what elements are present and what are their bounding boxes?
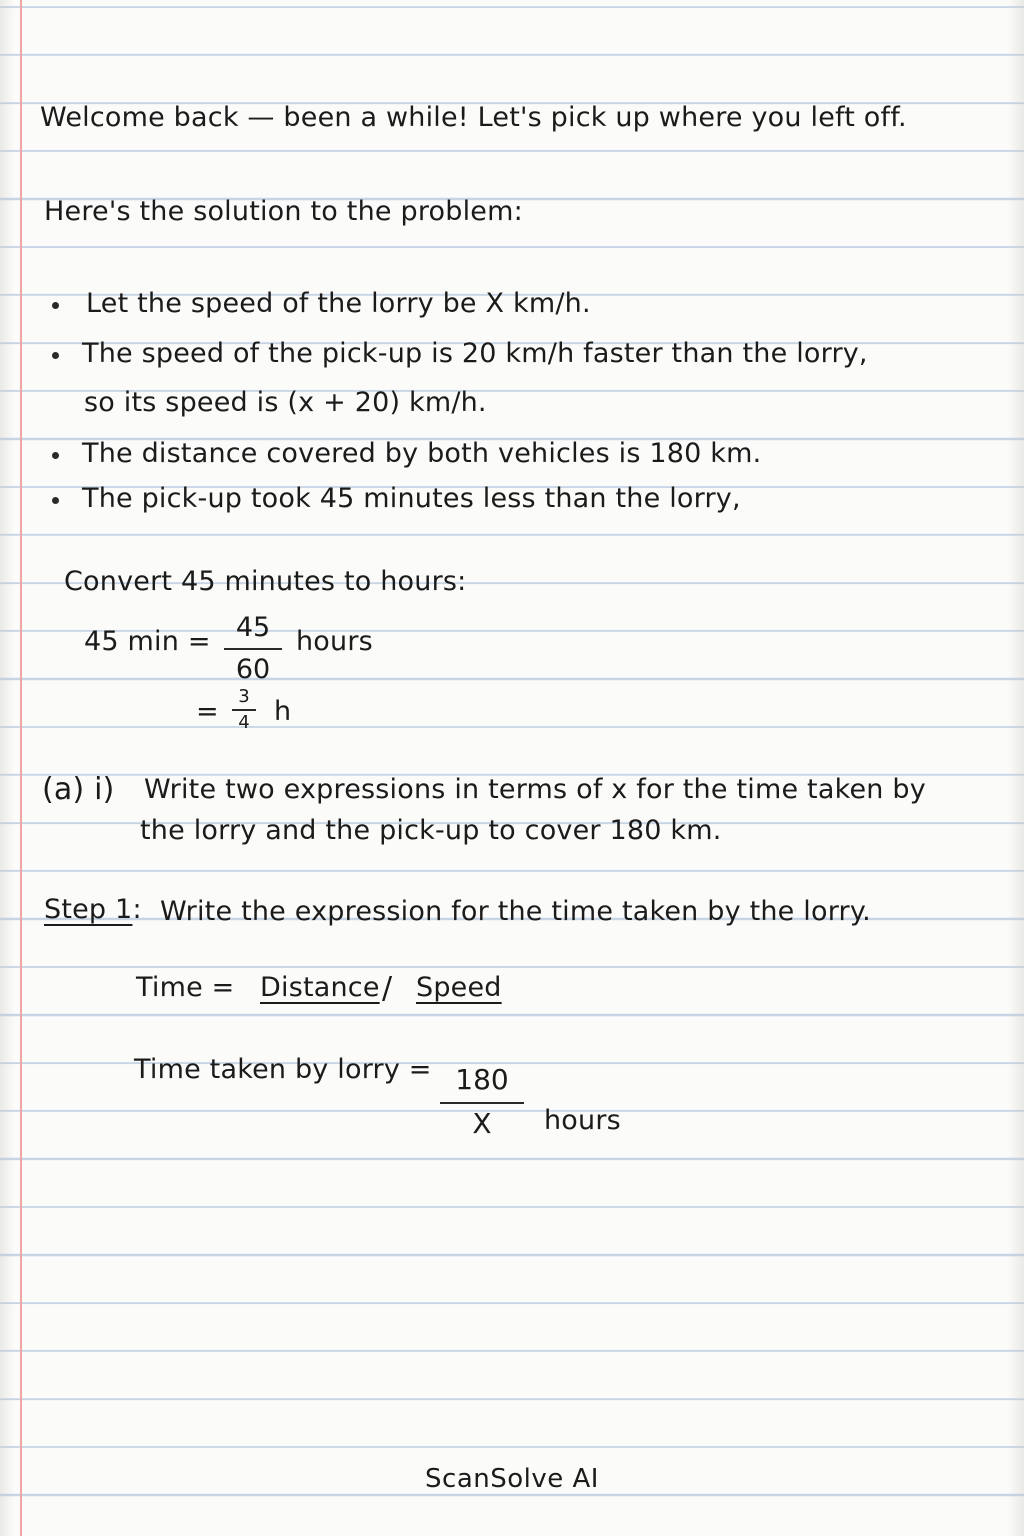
bullet-item: The pick-up took 45 minutes less than the lorry, (82, 483, 741, 514)
fraction-180-x (440, 1062, 524, 1142)
step-label: Step 1 (44, 894, 133, 925)
fraction-numerator: 3 (238, 686, 250, 707)
fraction-45-60 (224, 612, 282, 684)
fraction-denominator: X (472, 1107, 492, 1140)
formula-distance: Distance (260, 972, 380, 1003)
bullet-item-continuation: so its speed is (x + 20) km/h. (84, 387, 487, 418)
fraction-denominator: 60 (235, 654, 271, 685)
question-label: (a) i) (42, 772, 115, 807)
fraction-3-4 (232, 688, 256, 736)
bullet-item: The speed of the pick-up is 20 km/h faster than the lorry, (82, 338, 868, 369)
bullet-dot (52, 497, 59, 504)
formula-speed: Speed (416, 972, 502, 1003)
fraction-denominator: 4 (238, 712, 250, 733)
margin-line (20, 0, 22, 1536)
fraction-numerator: 45 (235, 612, 271, 643)
welcome-line: Welcome back — been a while! Let's pick up where you left off. (40, 102, 907, 133)
bullet-dot (52, 352, 59, 359)
lorry-time-unit: hours (544, 1105, 621, 1136)
convert-heading: Convert 45 minutes to hours: (64, 566, 467, 597)
fraction-bar (224, 648, 282, 650)
step-colon: : (132, 894, 142, 925)
step1-heading (44, 896, 142, 923)
lead-line: Here's the solution to the problem: (44, 196, 523, 227)
convert-unit2: h (274, 696, 292, 727)
fraction-numerator: 180 (455, 1063, 509, 1096)
lorry-time-lhs: Time taken by lorry = (134, 1054, 432, 1085)
bullet-item: The distance covered by both vehicles is 180 km. (82, 438, 762, 469)
convert-unit: hours (296, 626, 373, 657)
formula-lhs: Time = (136, 972, 235, 1003)
fraction-bar (440, 1102, 524, 1104)
footer-brand: ScanSolve AI (425, 1464, 599, 1494)
convert-eq2: = (196, 696, 219, 727)
bullet-dot (52, 302, 59, 309)
question-line: Write two expressions in terms of x for the time taken by (144, 774, 926, 805)
step1-text: Write the expression for the time taken by the lorry. (160, 896, 871, 927)
bullet-dot (52, 452, 59, 459)
question-line: the lorry and the pick-up to cover 180 km. (140, 815, 722, 846)
fraction-bar (232, 709, 256, 711)
convert-lhs: 45 min = (84, 626, 211, 657)
bullet-item: Let the speed of the lorry be X km/h. (86, 288, 591, 319)
formula-separator: / (382, 971, 393, 1006)
